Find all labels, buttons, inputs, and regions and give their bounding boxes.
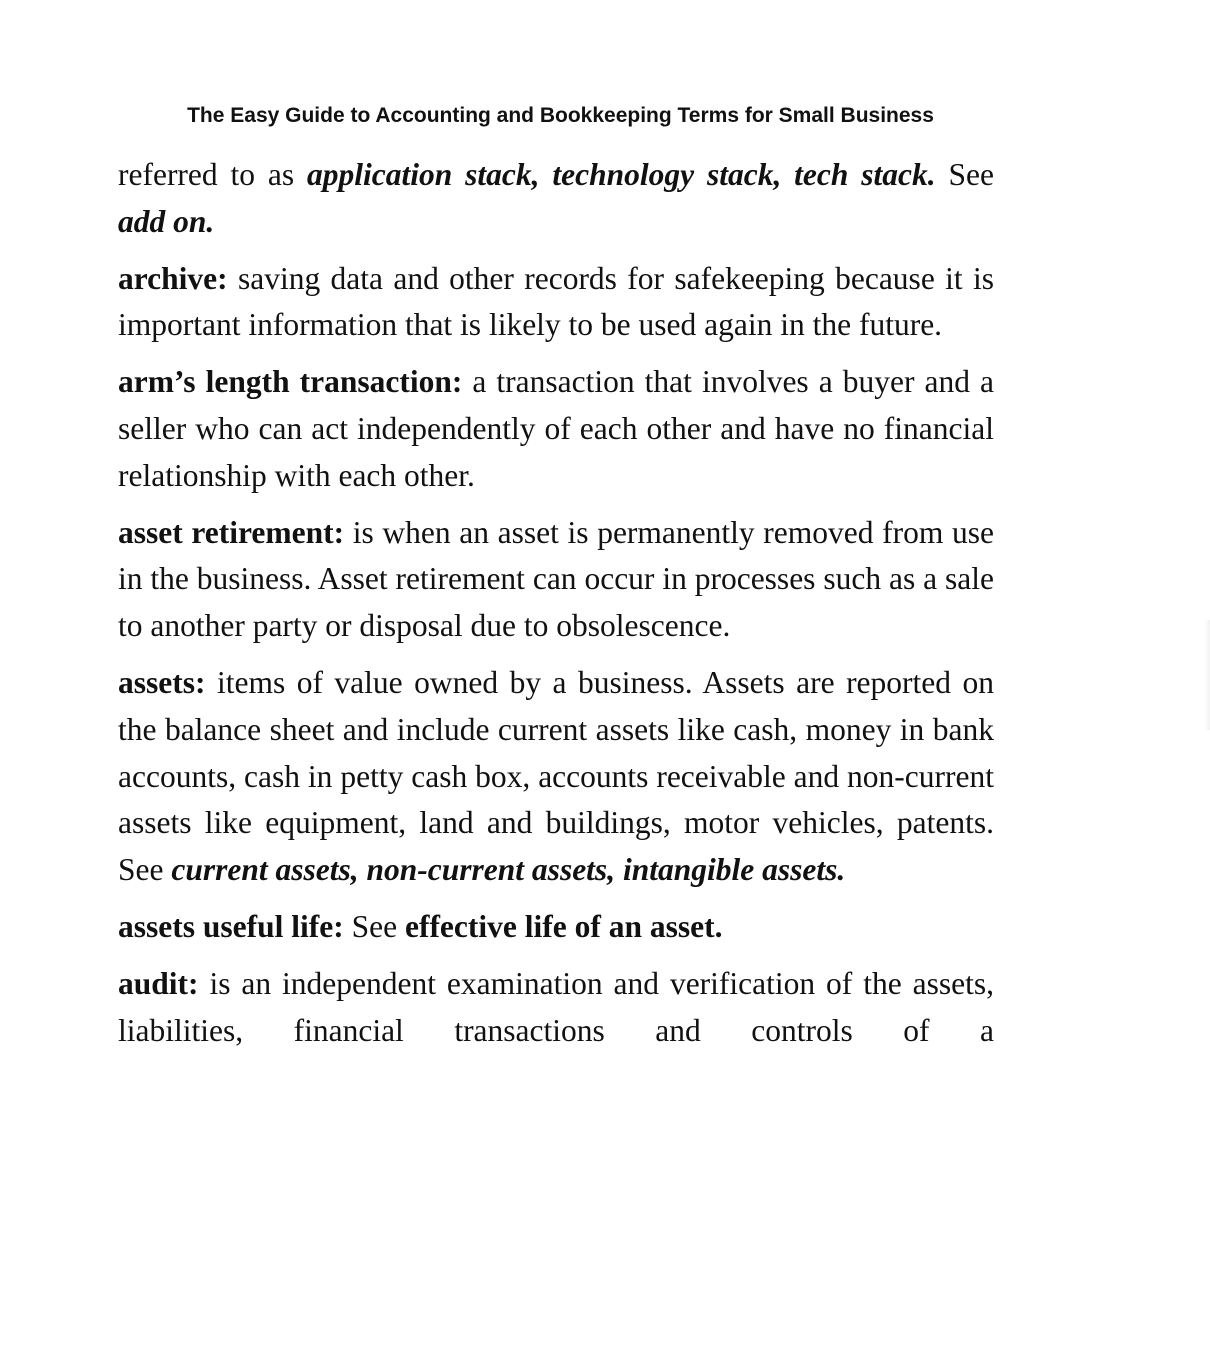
- entry-see-reference: effective life of an asset.: [404, 908, 723, 944]
- glossary-entry-arms-length-transaction: [118, 359, 994, 499]
- entry-see-reference: add on.: [118, 203, 215, 239]
- glossary-content: [118, 152, 994, 1064]
- page-edge-shadow: [1204, 620, 1210, 730]
- glossary-entry-continuation: [118, 152, 994, 246]
- glossary-entry-audit: [118, 961, 994, 1055]
- entry-definition: is when an asset is permanently removed from use in the business. Asset retirement can occur in processes such as a sale to another party or disposal due to obsolescence.: [118, 514, 994, 644]
- running-header-title: The Easy Guide to Accounting and Bookkeeping Terms for Small Business: [187, 104, 934, 127]
- entry-cross-reference: application stack, technology stack, tech stack.: [307, 157, 936, 192]
- glossary-entry-assets-useful-life: [118, 904, 994, 951]
- entry-see-text: See: [935, 157, 995, 192]
- entry-see-reference: current assets, non-current assets, intangible assets.: [171, 852, 846, 888]
- entry-definition: saving data and other records for safekeeping because it is important information that is likely to be used again in the future.: [118, 260, 994, 343]
- entry-term: asset retirement:: [118, 514, 345, 550]
- entry-term: assets useful life:: [118, 908, 344, 944]
- entry-definition: is an independent examination and verification of the assets, liabilities, financial transactions and controls of a: [118, 965, 994, 1048]
- entry-term: assets:: [118, 664, 206, 700]
- entry-term: archive:: [118, 260, 228, 296]
- glossary-entry-archive: [118, 256, 994, 350]
- entry-definition: a transaction that involves a buyer and a seller who can act independently of each other and have no financial relationship with each other.: [118, 364, 994, 493]
- entry-term: audit:: [118, 965, 199, 1001]
- glossary-entry-assets: [118, 660, 994, 894]
- entry-definition: items of value owned by a business. Assets are reported on the balance sheet and include current assets like cash, money in bank accounts, cash in petty cash box, accounts receivable and non-current assets like equipment, land and buildings, motor vehicles, patents. See: [118, 664, 994, 888]
- entry-lead-text: referred to as: [118, 157, 307, 192]
- entry-definition: See: [343, 908, 405, 944]
- entry-term: arm’s length transaction:: [118, 364, 463, 400]
- glossary-entry-asset-retirement: [118, 510, 994, 650]
